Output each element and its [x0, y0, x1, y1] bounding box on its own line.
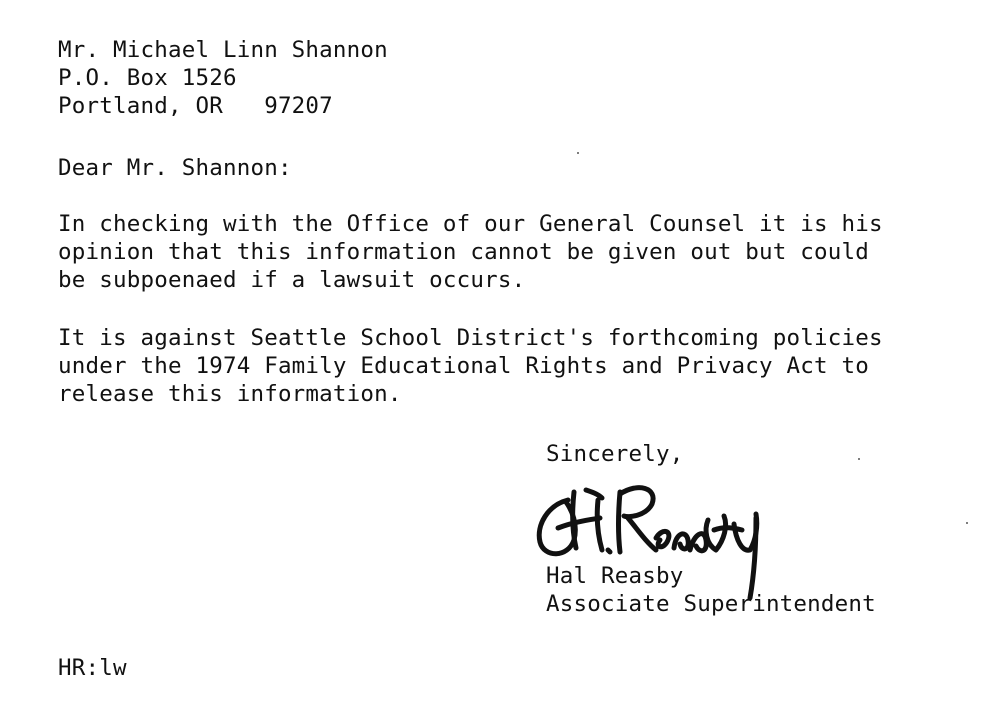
signer-name: Hal Reasby — [546, 563, 684, 589]
speck — [966, 522, 968, 524]
signer-title: Associate Superintendent — [546, 591, 876, 617]
paragraph-line: It is against Seattle School District's forthcoming policies — [58, 325, 883, 351]
reference-initials: HR:lw — [58, 655, 127, 681]
paragraph-line: be subpoenaed if a lawsuit occurs. — [58, 267, 526, 293]
paragraph-line: opinion that this information cannot be given out but could — [58, 239, 870, 265]
speck — [858, 458, 860, 460]
paragraph-line: In checking with the Office of our General Counsel it is his — [58, 211, 883, 237]
paragraph-line: release this information. — [58, 381, 402, 407]
speck — [577, 152, 579, 154]
handwritten-signature — [528, 470, 788, 610]
valediction: Sincerely, — [546, 441, 684, 467]
recipient-city-state-zip: Portland, OR 97207 — [58, 93, 333, 119]
recipient-po-box: P.O. Box 1526 — [58, 65, 237, 91]
signature-image — [528, 470, 788, 610]
recipient-name: Mr. Michael Linn Shannon — [58, 37, 388, 63]
salutation: Dear Mr. Shannon: — [58, 155, 292, 181]
paragraph-line: under the 1974 Family Educational Rights and Privacy Act to — [58, 353, 870, 379]
